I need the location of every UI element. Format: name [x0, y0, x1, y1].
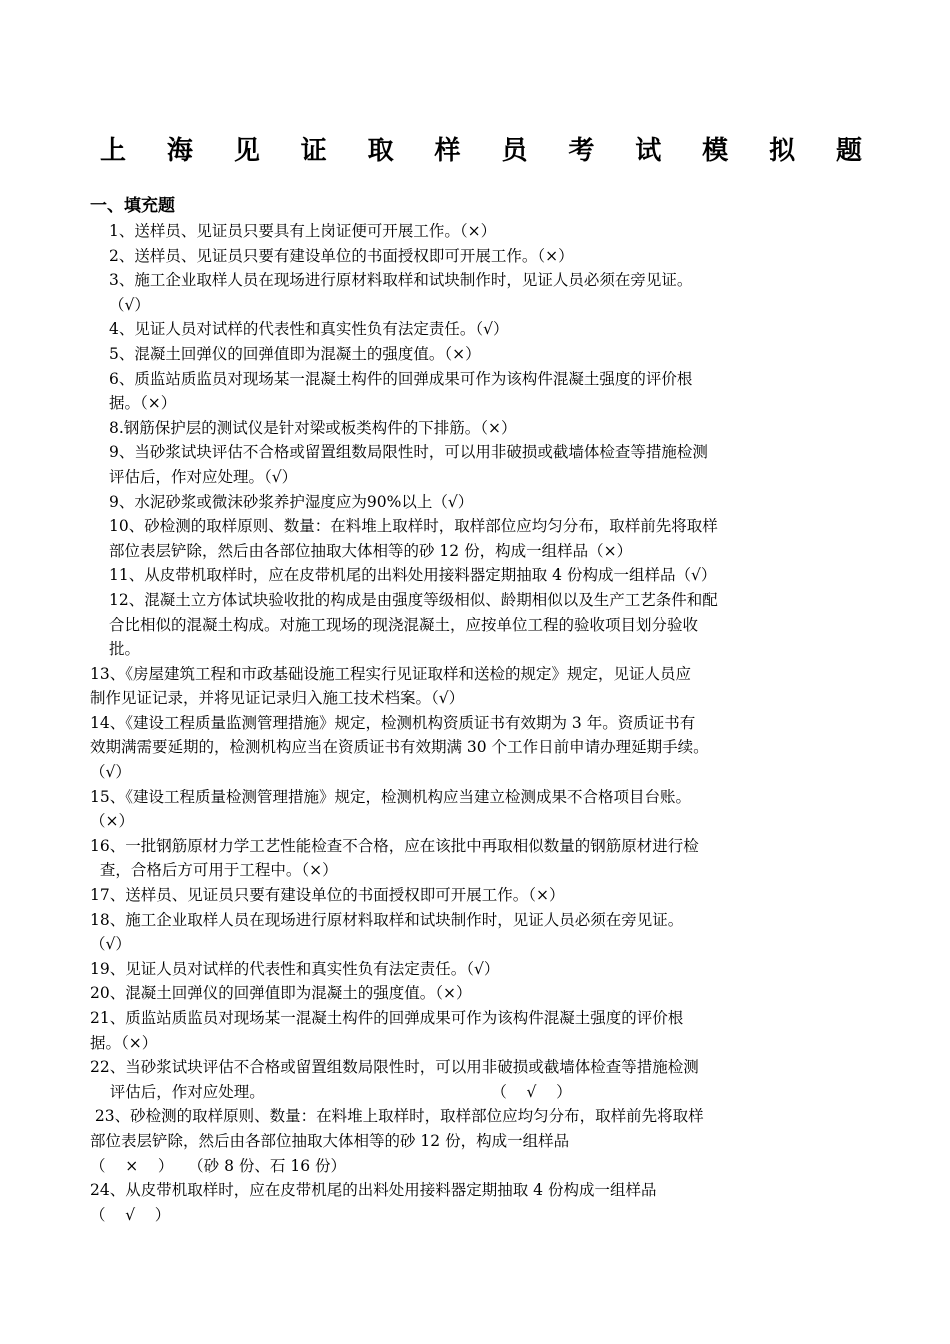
question-line: （√） [90, 935, 131, 954]
title-char: 试 [635, 136, 662, 166]
question-line: 9、当砂浆试块评估不合格或留置组数局限性时，可以用非破损或截墙体检查等措施检测 [109, 443, 708, 462]
question-line: 4、见证人员对试样的代表性和真实性负有法定责任。（√） [109, 320, 509, 339]
question-line: 16、一批钢筋原材力学工艺性能检查不合格，应在该批中再取相似数量的钢筋原材进行检 [90, 836, 699, 855]
title-char: 考 [568, 136, 595, 166]
page-title [100, 134, 862, 168]
title-char: 模 [702, 136, 729, 166]
title-char: 见 [233, 136, 260, 166]
question-line: 14、《建设工程质量监测管理措施》规定，检测机构资质证书有效期为 3 年。资质证书有 [90, 713, 696, 732]
question-line: 部位表层铲除，然后由各部位抽取大体相等的砂 12 份，构成一组样品 [90, 1131, 570, 1150]
question-line: 11、从皮带机取样时，应在皮带机尾的出料处用接料器定期抽取 4 份构成一组样品（√） [109, 566, 717, 585]
title-char: 样 [434, 136, 461, 166]
title-char: 海 [166, 136, 193, 166]
question-line: 15、《建设工程质量检测管理措施》规定，检测机构应当建立检测成果不合格项目台账。 [90, 787, 691, 806]
question-line: 制作见证记录，并将见证记录归入施工技术档案。（√） [90, 689, 465, 708]
question-line: 据。（×） [90, 1033, 158, 1052]
question-line: 评估后，作对应处理。（√） [109, 467, 298, 486]
question-line: 22、当砂浆试块评估不合格或留置组数局限性时，可以用非破损或截墙体检查等措施检测 [90, 1058, 699, 1077]
question-line: （×） [90, 812, 134, 831]
section-heading: 一、填充题 [90, 196, 175, 216]
question-line: 18、施工企业取样人员在现场进行原材料取样和试块制作时，见证人员必须在旁见证。 [90, 910, 684, 929]
question-line: 10、砂检测的取样原则、数量：在料堆上取样时，取样部位应均匀分布，取样前先将取样 [109, 517, 718, 536]
question-line: 9、水泥砂浆或微沫砂浆养护湿度应为90%以上（√） [109, 492, 474, 511]
question-line: （√） [90, 763, 131, 782]
title-char: 员 [501, 136, 528, 166]
title-char: 上 [100, 136, 127, 166]
question-line: 8.钢筋保护层的测试仪是针对梁或板类构件的下排筋。（×） [109, 418, 517, 437]
question-line: 24、从皮带机取样时，应在皮带机尾的出料处用接料器定期抽取 4 份构成一组样品 [90, 1181, 657, 1200]
title-char: 取 [367, 136, 394, 166]
question-line: 23、砂检测的取样原则、数量：在料堆上取样时，取样部位应均匀分布，取样前先将取样 [90, 1107, 704, 1126]
question-line: 12、混凝土立方体试块验收批的构成是由强度等级相似、龄期相似以及生产工艺条件和配 [109, 590, 718, 609]
question-line: （ × ） （砂 8 份、石 16 份） [90, 1156, 346, 1175]
question-line: 2、送样员、见证员只要有建设单位的书面授权即可开展工作。（×） [109, 246, 574, 265]
question-line: 合比相似的混凝土构成。对施工现场的现浇混凝土，应按单位工程的验收项目划分验收 [109, 615, 699, 634]
question-line: 13、《房屋建筑工程和市政基础设施工程实行见证取样和送检的规定》规定，见证人员应 [90, 664, 691, 683]
question-line: 据。（×） [109, 394, 177, 413]
question-line: 20、混凝土回弹仪的回弹值即为混凝土的强度值。（×） [90, 984, 472, 1003]
question-line: 6、质监站质监员对现场某一混凝土构件的回弹成果可作为该构件混凝土强度的评价根 [109, 369, 693, 388]
question-line: （ √ ） [90, 1205, 171, 1224]
question-line: 1、送样员、见证员只要具有上岗证便可开展工作。（×） [109, 222, 497, 240]
question-line: 3、施工企业取样人员在现场进行原材料取样和试块制作时，见证人员必须在旁见证。 [109, 271, 693, 290]
question-line: 17、送样员、见证员只要有建设单位的书面授权即可开展工作。（×） [90, 886, 565, 905]
question-line: 批。 [109, 640, 141, 659]
question-line: 部位表层铲除，然后由各部位抽取大体相等的砂 12 份，构成一组样品（×） [109, 541, 633, 560]
question-line: 查，合格后方可用于工程中。（×） [90, 861, 338, 880]
question-line: （√） [109, 295, 150, 314]
question-line: 21、质监站质监员对现场某一混凝土构件的回弹成果可作为该构件混凝土强度的评价根 [90, 1009, 684, 1027]
question-line: 19、见证人员对试样的代表性和真实性负有法定责任。（√） [90, 959, 500, 978]
question-line: 效期满需要延期的，检测机构应当在资质证书有效期满 30 个工作日前申请办理延期手续。 [90, 738, 709, 757]
title-char: 证 [300, 136, 327, 166]
title-char: 拟 [769, 136, 796, 166]
title-char: 题 [835, 136, 862, 166]
question-list [90, 219, 870, 1227]
question-line: 5、混凝土回弹仪的回弹值即为混凝土的强度值。（×） [109, 344, 481, 363]
question-line: 评估后，作对应处理。 （ √ ） [90, 1082, 572, 1101]
